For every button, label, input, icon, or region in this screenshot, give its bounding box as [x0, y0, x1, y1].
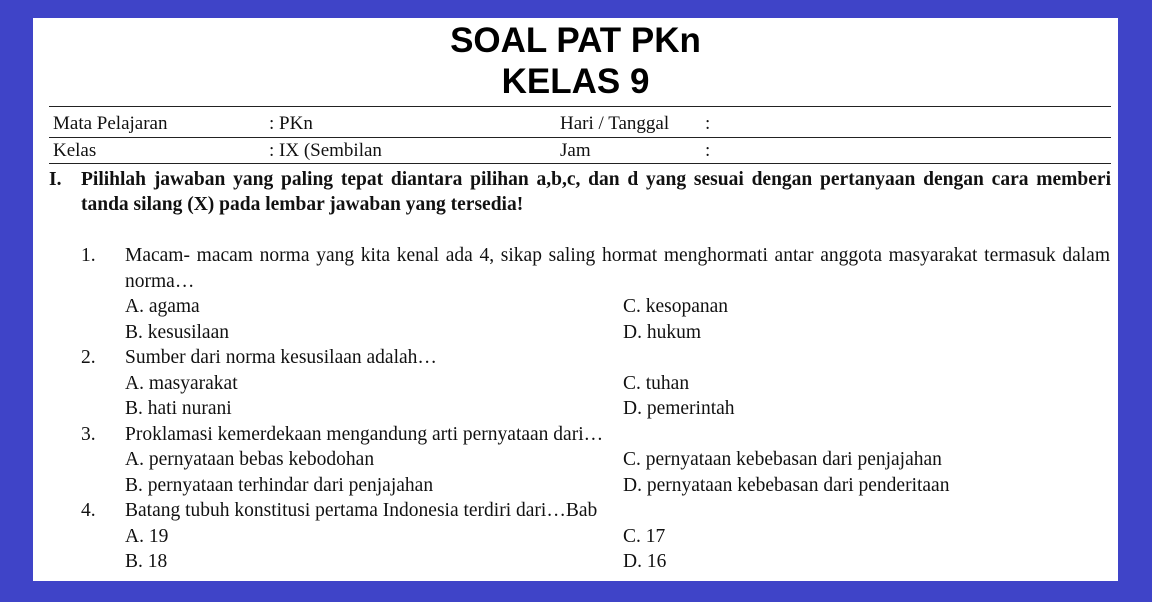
option-c: C. tuhan: [623, 372, 690, 394]
question-number: 1.: [81, 245, 96, 266]
class-value: : IX (Sembilan: [269, 140, 382, 161]
answer-options: [125, 294, 1110, 345]
question-number: 3.: [81, 423, 96, 445]
option-a: A. agama: [125, 296, 200, 317]
info-divider-middle: [49, 137, 1111, 138]
answer-options: [125, 524, 1110, 575]
instruction-number: I.: [49, 169, 62, 190]
question-text: Batang tubuh konstitusi pertama Indonesia terdiri dari…Bab: [125, 500, 598, 521]
option-c: C. pernyataan kebebasan dari penjajahan: [623, 449, 942, 470]
time-label: Jam: [560, 140, 591, 161]
day-label: Hari / Tanggal: [560, 113, 670, 134]
option-d: D. pernyataan kebebasan dari penderitaan: [623, 474, 950, 496]
option-d: D. 16: [623, 551, 667, 572]
answer-options: [125, 371, 1110, 422]
option-b: B. 18: [125, 551, 168, 572]
exam-title: SOAL PAT PKn: [450, 21, 701, 60]
option-b: B. hati nurani: [125, 398, 232, 419]
question-number: 4.: [81, 500, 96, 521]
option-a: A. masyarakat: [125, 372, 238, 394]
question-text: Sumber dari norma kesusilaan adalah…: [125, 347, 437, 368]
header-divider-top: [49, 106, 1111, 107]
option-a: A. 19: [125, 525, 169, 547]
question-4: [33, 498, 1118, 575]
subject-value: : PKn: [269, 113, 313, 134]
instruction-text: Pilihlah jawaban yang paling tepat diantara pilihan a,b,c, dan d yang sesuai dengan pertanyaan dengan cara memberi tanda silang (X) pada lembar jawaban yang tersedia!: [81, 169, 1111, 215]
question-list: [33, 243, 1118, 575]
option-c: C. kesopanan: [623, 296, 729, 317]
info-row-subject: [53, 113, 1103, 135]
info-row-class: [53, 140, 1103, 162]
question-1: [33, 243, 1118, 345]
day-value: :: [705, 113, 711, 134]
question-2: [33, 345, 1118, 422]
instruction: [49, 167, 1111, 217]
option-a: A. pernyataan bebas kebodohan: [125, 449, 375, 470]
subject-label: Mata Pelajaran: [53, 113, 168, 134]
question-text: Proklamasi kemerdekaan mengandung arti pernyataan dari…: [125, 423, 604, 445]
option-b: B. kesusilaan: [125, 321, 229, 343]
answer-options: [125, 447, 1110, 498]
time-value: :: [705, 140, 711, 161]
option-c: C. 17: [623, 525, 666, 547]
question-text: Macam- macam norma yang kita kenal ada 4, sikap saling hormat menghormati antar anggota masyarakat termasuk dalam norma…: [125, 245, 1110, 292]
class-label: Kelas: [53, 140, 97, 161]
option-d: D. pemerintah: [623, 398, 735, 419]
question-number: 2.: [81, 347, 96, 368]
option-b: B. pernyataan terhindar dari penjajahan: [125, 474, 434, 496]
option-d: D. hukum: [623, 321, 701, 343]
question-3: [33, 422, 1118, 499]
exam-sheet: [33, 18, 1118, 581]
exam-class-title: KELAS 9: [501, 62, 650, 101]
info-divider-bottom: [49, 163, 1111, 164]
